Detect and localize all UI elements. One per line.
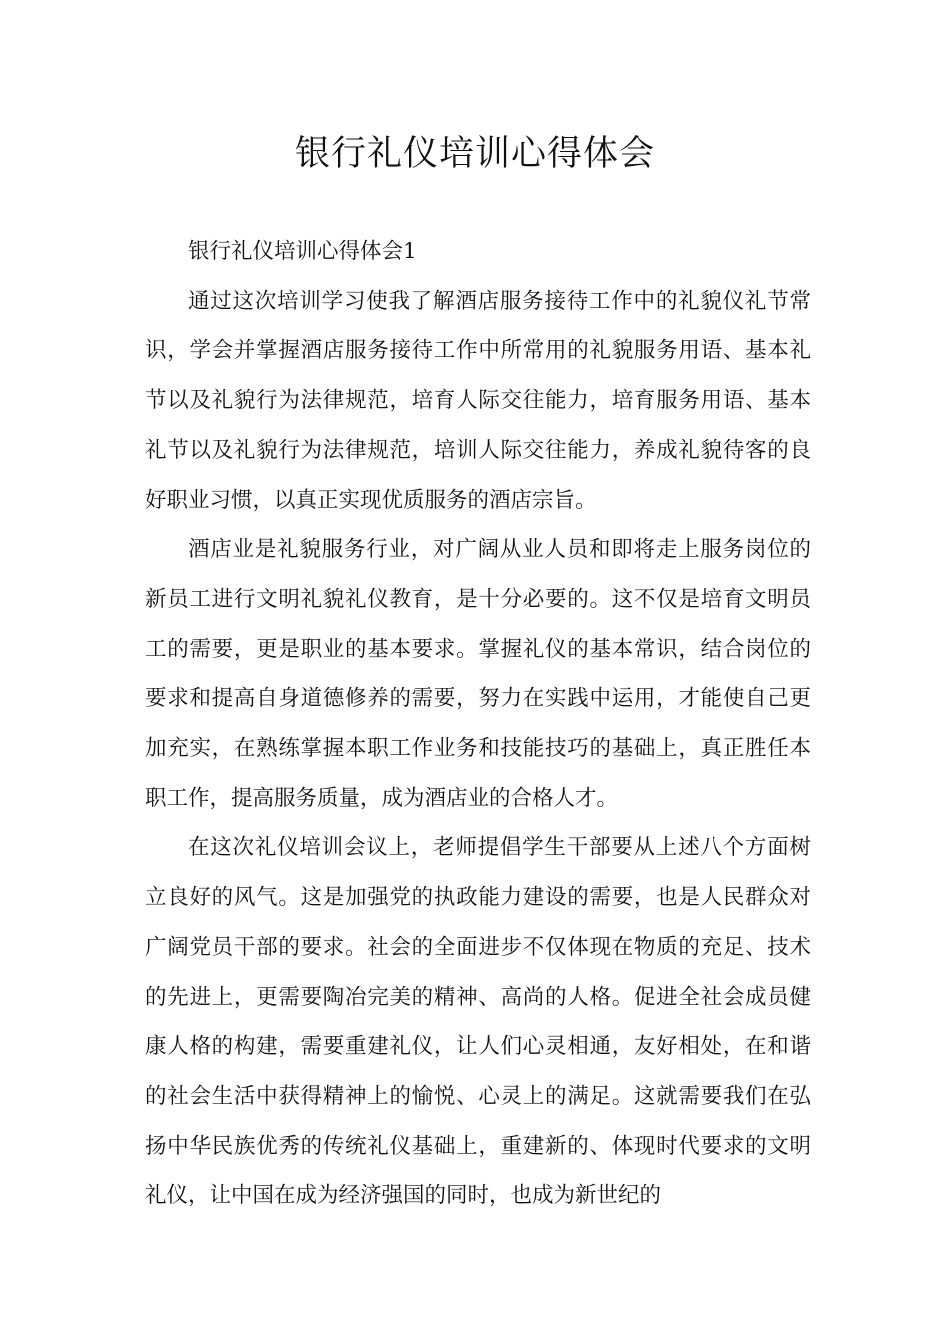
- section-subheading: 银行礼仪培训心得体会1: [188, 239, 417, 264]
- document-body: [145, 227, 811, 1221]
- paragraph-3: 在这次礼仪培训会议上，老师提倡学生干部要从上述八个方面树立良好的风气。这是加强党的执政能力建设的需要，也是人民群众对广阔党员干部的要求。社会的全面进步不仅体现在物质的充足、技术的先进上，更需要陶冶完美的精神、高尚的人格。促进全社会成员健康人格的构建，需要重建礼仪，让人们心灵相通，友好相处，在和谐的社会生活中获得精神上的愉悦、心灵上的满足。这就需要我们在弘扬中华民族优秀的传统礼仪基础上，重建新的、体现时代要求的文明礼仪，让中国在成为经济强国的同时，也成为新世纪的: [145, 835, 811, 1209]
- paragraph-1: 通过这次培训学习使我了解酒店服务接待工作中的礼貌仪礼节常识，学会并掌握酒店服务接待工作中所常用的礼貌服务用语、基本礼节以及礼貌行为法律规范，培育人际交往能力，培育服务用语、基本礼节以及礼貌行为法律规范，培训人际交往能力，养成礼貌待客的良好职业习惯，以真正实现优质服务的酒店宗旨。: [145, 288, 811, 513]
- paragraph-2: 酒店业是礼貌服务行业，对广阔从业人员和即将走上服务岗位的新员工进行文明礼貌礼仪教育，是十分必要的。这不仅是培育文明员工的需要，更是职业的基本要求。掌握礼仪的基本常识，结合岗位的要求和提高自身道德修养的需要，努力在实践中运用，才能使自己更加充实，在熟练掌握本职工作业务和技能技巧的基础上，真正胜任本职工作，提高服务质量，成为酒店业的合格人才。: [145, 537, 811, 811]
- document-title: 银行礼仪培训心得体会: [294, 134, 655, 174]
